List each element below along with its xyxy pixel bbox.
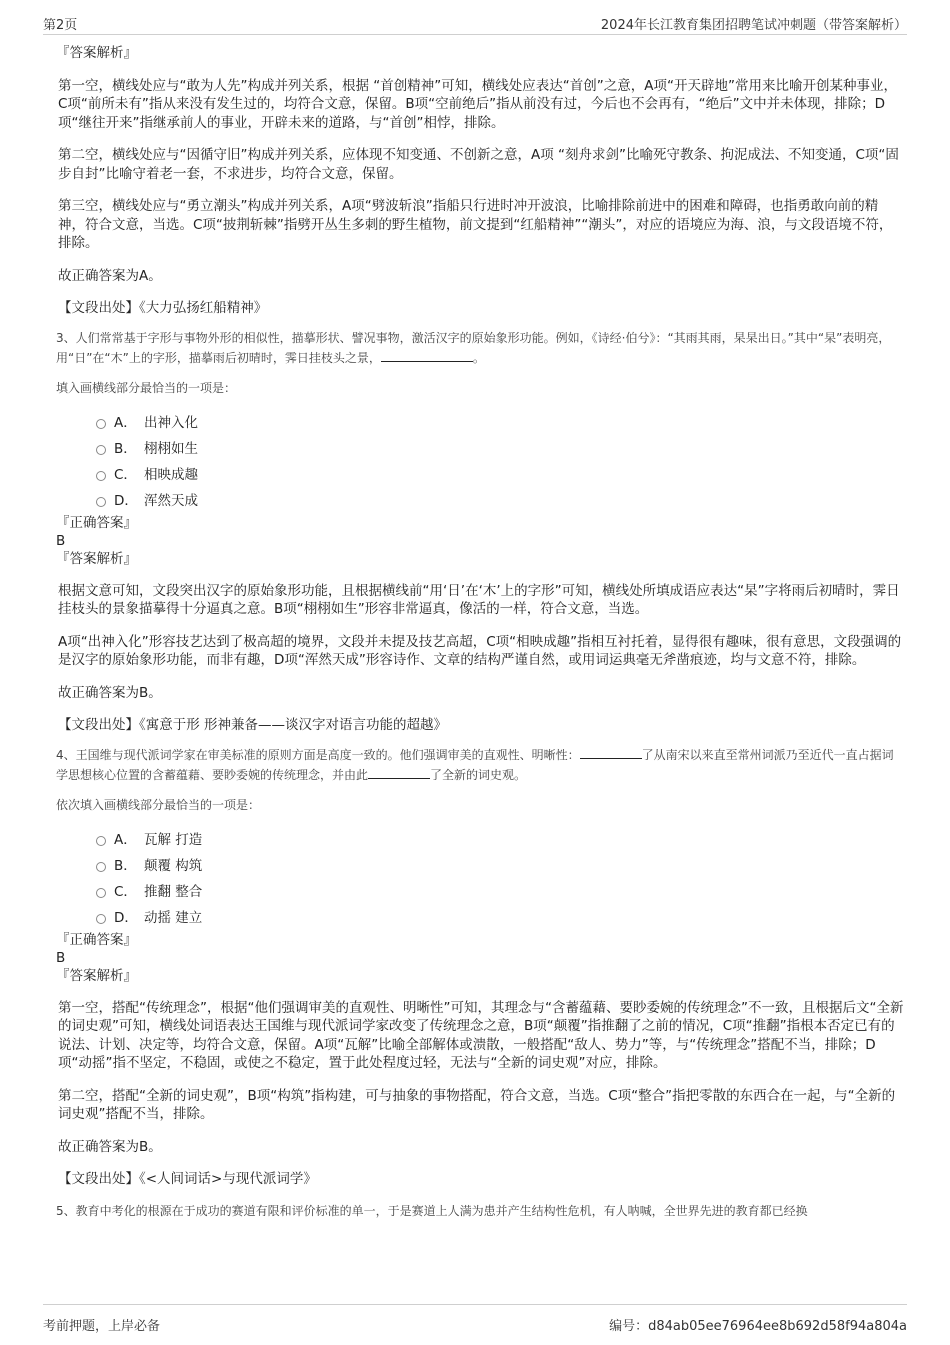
q4-analysis-p1: 第一空，搭配“传统理念”，根据“他们强调审美的直观性、明晰性”可知，其理念与“含蓄蕴藉、要眇委婉的传统理念”不一致，且根据后文“全新的词史观”可知，横线处词语表达王国维与现代派词学家改变了传统理念之意，B项“颠覆”指推翻了之前的情况，C项“推翻”指根本否定已有的说法、计划、决定等，均符合文意，保留。A项“瓦解”比喻全部解体或溃散，一般搭配“敌人、势力”等，与“传统理念”搭配不当，排除；D项“动摇”指不坚定，不稳固，或使之不稳定，置于此处程度过轻，无法与“全新的词史观”对应，排除。 — [58, 999, 904, 1071]
page-header — [43, 12, 907, 35]
q3-stem: 3、人们常常基于字形与事物外形的相似性，描摹形状、譬况事物，激活汉字的原始象形功能。例如，《诗经·伯兮》：“其雨其雨，杲杲出日。”其中“杲”表明亮，用“日”在“木”上的字形，描摹雨后初晴时，霁日挂枝头之景， 。 — [56, 330, 891, 365]
q3-blank — [381, 349, 473, 362]
q4-analysis-label: 『答案解析』 — [56, 967, 137, 984]
q3-correct-answer: B — [56, 532, 66, 549]
q4-option-b[interactable]: B． 颠覆 构筑 — [96, 853, 904, 879]
q4-instruction: 依次填入画横线部分最恰当的一项是： — [56, 797, 261, 812]
q5-stem: 5、教育中考化的根源在于成功的赛道有限和评价标准的单一，于是赛道上人满为患并产生结构性危机，有人呐喊，全世界先进的教育都已经换 — [56, 1203, 808, 1218]
q3-instruction: 填入画横线部分最恰当的一项是： — [56, 380, 237, 395]
q2-analysis-p3: 第三空，横线处应与“勇立潮头”构成并列关系，A项“劈波斩浪”指船只行进时冲开波浪，比喻排除前进中的困难和障碍，也指勇敢向前的精神，符合文意，当选。C项“披荆斩棘”指劈开丛生多刺的野生植物，前文提到“红船精神”“潮头”，对应的语境应为海、浪，与文段语境不符，排除。 — [58, 198, 893, 251]
footer-slogan: 考前押题，上岸必备 — [43, 1319, 161, 1334]
q4-option-d[interactable]: D． 动摇 建立 — [96, 905, 904, 931]
q2-analysis-p2: 第二空，横线处应与“因循守旧”构成并列关系，应体现不知变通、不创新之意，A项 “刻舟求剑”比喻死守教条、拘泥成法、不知变通，C项“固步自封”比喻守着老一套，不求进步，均符合文意，保留。 — [58, 147, 899, 182]
q4-correct-label: 『正确答案』 — [56, 931, 137, 948]
q3-correct-label: 『正确答案』 — [56, 514, 137, 531]
q3-source: 【文段出处】《寓意于形 形神兼备——谈汉字对语言功能的超越》 — [58, 717, 448, 733]
q2-source: 【文段出处】《大力弘扬红船精神》 — [58, 300, 268, 316]
q3-analysis-label: 『答案解析』 — [56, 550, 137, 567]
q4-analysis-p2: 第二空，搭配“全新的词史观”，B项“构筑”指构建，可与抽象的事物搭配，符合文意，当选。C项“整合”指把零散的东西合在一起，与“全新的词史观”搭配不当，排除。 — [58, 1087, 896, 1122]
q3-analysis-p1: 根据文意可知，文段突出汉字的原始象形功能，且根据横线前“用‘日’在‘木’上的字形”可知，横线处所填成语应表达“杲”字将雨后初晴时，霁日挂枝头的景象描摹得十分逼真之意。B项“栩栩如生”形容非常逼真，像活的一样，符合文意，当选。 — [58, 582, 900, 617]
radio-icon[interactable] — [96, 471, 106, 481]
q2-analysis-p1: 第一空，横线处应与“敢为人先”构成并列关系，根据 “首创精神”可知，横线处应表达“首创”之意，A项“开天辟地”常用来比喻开创某种事业，C项“前所未有”指从来没有发生过的，均符合文意，保留。B项“空前绝后”指从前没有过，今后也不会再有，“绝后”文中并未体现，排除；D项“继往开来”指继承前人的事业，开辟未来的道路，与“首创”相悖，排除。 — [58, 77, 897, 131]
radio-icon[interactable] — [96, 445, 106, 455]
q4-conclusion: 故正确答案为B。 — [58, 1138, 162, 1155]
q3-option-a[interactable]: A． 出神入化 — [96, 410, 904, 436]
q3-options — [56, 410, 904, 514]
radio-icon[interactable] — [96, 888, 106, 898]
q4-source: 【文段出处】《<人间词话>与现代派词学》 — [58, 1171, 317, 1187]
document-title: 2024年长江教育集团招聘笔试冲刺题（带答案解析） — [600, 18, 907, 33]
radio-icon[interactable] — [96, 497, 106, 507]
q4-option-a[interactable]: A． 瓦解 打造 — [96, 827, 904, 853]
q2-analysis-label: 『答案解析』 — [56, 45, 137, 61]
q3-option-c[interactable]: C． 相映成趣 — [96, 462, 904, 488]
q4-blank-1 — [580, 746, 642, 759]
q4-option-c[interactable]: C． 推翻 整合 — [96, 879, 904, 905]
q4-correct-answer: B — [56, 949, 66, 966]
radio-icon[interactable] — [96, 419, 106, 429]
q3-option-b[interactable]: B． 栩栩如生 — [96, 436, 904, 462]
radio-icon[interactable] — [96, 862, 106, 872]
page-footer — [43, 1304, 907, 1335]
q3-conclusion: 故正确答案为B。 — [58, 684, 162, 701]
q3-option-d[interactable]: D． 浑然天成 — [96, 488, 904, 514]
q2-conclusion: 故正确答案为A。 — [58, 267, 162, 284]
q3-analysis-p2: A项“出神入化”形容技艺达到了极高超的境界，文段并未提及技艺高超，C项“相映成趣”指相互衬托着，显得很有趣味，很有意思，文段强调的是汉字的原始象形功能，而非有趣，D项“浑然天成”形容诗作、文章的结构严谨自然，或用词运典毫无斧凿痕迹，均与文意不符，排除。 — [58, 633, 902, 668]
document-body — [56, 44, 904, 1300]
page-number: 第2页 — [43, 18, 78, 33]
radio-icon[interactable] — [96, 836, 106, 846]
q4-options — [56, 827, 904, 931]
document-code: 编号：d84ab05ee76964ee8b692d58f94a804a — [609, 1319, 907, 1334]
q4-blank-2 — [368, 766, 430, 779]
q4-stem: 4、王国维与现代派词学家在审美标准的原则方面是高度一致的。他们强调审美的直观性、明晰性： 了从南宋以来直至常州词派乃至近代一直占据词学思想核心位置的含蓄蕴藉、要眇委婉的传统理念，并由此 了全新的词史观。 — [56, 747, 894, 782]
radio-icon[interactable] — [96, 914, 106, 924]
